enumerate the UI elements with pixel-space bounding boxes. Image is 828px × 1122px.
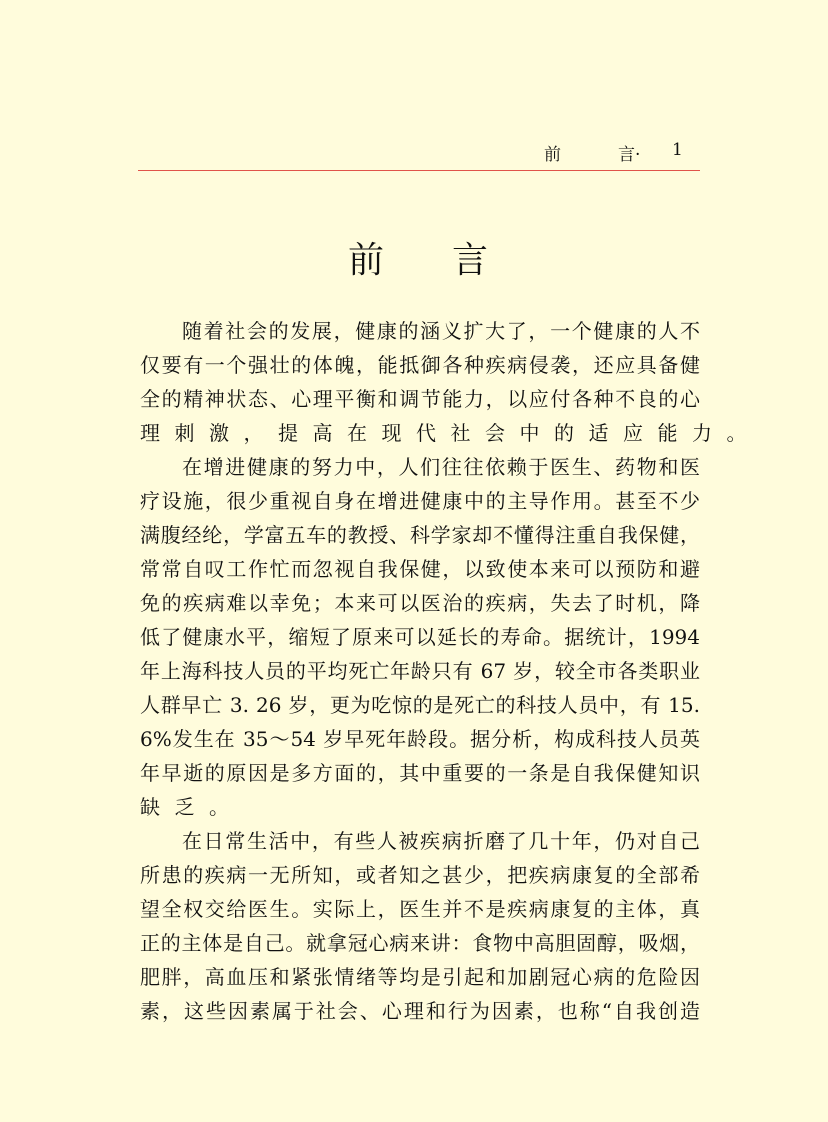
text-line: 肥胖，高血压和紧张情绪等均是引起和加剧冠心病的危险因 (140, 965, 700, 989)
paragraph (140, 824, 700, 1028)
text-line: 年早逝的原因是多方面的，其中重要的一条是自我保健知识 (140, 761, 700, 785)
text-line: 理刺激，提高在现代社会中的适应能力。 (140, 421, 761, 445)
text-line: 所患的疾病一无所知，或者知之甚少，把疾病康复的全部希 (140, 863, 700, 887)
text-line: 满腹经纶，学富五车的教授、科学家却不懂得注重自我保健， (140, 523, 700, 547)
text-line: 缺乏。 (140, 795, 244, 819)
header-title-part1: 前 (544, 145, 561, 165)
text-line: 素，这些因素属于社会、心理和行为因素，也称“自我创造 (140, 999, 700, 1023)
title-char-1: 前 (348, 240, 385, 281)
text-line: 随着社会的发展，健康的涵义扩大了，一个健康的人不 (182, 319, 700, 343)
text-line: 仅要有一个强壮的体魄，能抵御各种疾病侵袭，还应具备健 (140, 353, 700, 377)
text-line: 人群早亡 3. 26 岁，更为吃惊的是死亡的科技人员中，有 15. (140, 693, 700, 717)
text-line: 6%发生在 35～54 岁早死年龄段。据分析，构成科技人员英 (140, 727, 700, 751)
paragraph (140, 450, 700, 824)
text-line: 疗设施，很少重视自身在增进健康中的主导作用。甚至不少 (140, 489, 700, 513)
body-text (140, 314, 761, 1028)
title-char-2: 言 (452, 240, 489, 281)
header-title-part2: 言· (618, 145, 641, 165)
text-line: 全的精神状态、心理平衡和调节能力，以应付各种不良的心 (140, 387, 700, 411)
page-number: 1 (672, 140, 683, 160)
text-line: 在增进健康的努力中，人们往往依赖于医生、药物和医 (182, 455, 700, 479)
text-line: 望全权交给医生。实际上，医生并不是疾病康复的主体，真 (140, 897, 700, 921)
header-divider (138, 170, 700, 171)
text-line: 免的疾病难以幸免；本来可以医治的疾病，失去了时机，降 (140, 591, 700, 615)
text-line: 低了健康水平，缩短了原来可以延长的寿命。据统计，1994 (140, 625, 700, 649)
paragraph (140, 314, 761, 450)
text-line: 在日常生活中，有些人被疾病折磨了几十年，仍对自己 (182, 829, 700, 853)
text-line: 常常自叹工作忙而忽视自我保健，以致使本来可以预防和避 (140, 557, 700, 581)
text-line: 年上海科技人员的平均死亡年龄只有 67 岁，较全市各类职业 (140, 659, 700, 683)
text-line: 正的主体是自己。就拿冠心病来讲：食物中高胆固醇，吸烟， (140, 931, 700, 955)
